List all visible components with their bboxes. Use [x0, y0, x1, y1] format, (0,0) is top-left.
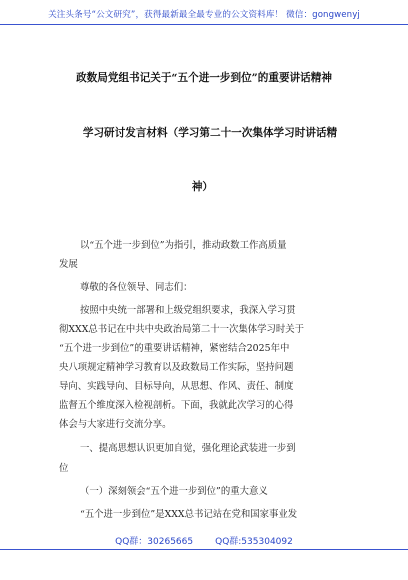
body-line: 央八项规定精神学习教育以及政数局工作实际，坚持问题 [59, 362, 294, 373]
document-title-line-1: 政数局党组书记关于“五个进一步到位”的重要讲话精神 [76, 72, 332, 84]
salutation: 尊敬的各位领导、同志们： [80, 282, 193, 293]
body-line: “五个进一步到位”是XXX总书记站在党和国家事业发 [80, 509, 298, 520]
footer-qq-groups [0, 534, 408, 547]
document-title-line-2: 学习研讨发言材料（学习第二十一次集体学习时讲话精 [82, 127, 338, 139]
subtitle-line-2: 发展 [59, 259, 78, 270]
header-banner: 关注头条号“公文研究”，获得最新最全最专业的公文资料库！ 微信：gongwenyj [48, 10, 360, 20]
qq-group-1: QQ群：30265665 [115, 537, 194, 547]
body-line: 体会与大家进行交流分享。 [59, 419, 172, 430]
header-divider [0, 24, 408, 25]
footer-divider [0, 549, 408, 550]
section-heading-line-2: 位 [59, 463, 69, 474]
body-line: 导向、实践导向、目标导向，从思想、作风、责任、制度 [59, 381, 294, 392]
body-line: 彻XXX总书记在中共中央政治局第二十一次集体学习时关于 [59, 324, 305, 335]
section-heading-line-1: 一、提高思想认识更加自觉，强化理论武装进一步到 [80, 443, 296, 454]
body-line: 按照中央统一部署和上级党组织要求，我深入学习贯 [80, 305, 296, 316]
document-title-line-3: 神） [191, 181, 213, 193]
qq-group-2: QQ群:535304092 [215, 537, 293, 547]
subsection-heading: （一）深刻领会“五个进一步到位”的重大意义 [80, 486, 268, 497]
body-line: 监督五个维度深入检视剖析。下面，我就此次学习的心得 [59, 400, 294, 411]
subtitle-line-1: 以“五个进一步到位”为指引，推动政数工作高质量 [80, 240, 287, 251]
body-line: “五个进一步到位”的重要讲话精神，紧密结合2025年中 [59, 343, 290, 354]
